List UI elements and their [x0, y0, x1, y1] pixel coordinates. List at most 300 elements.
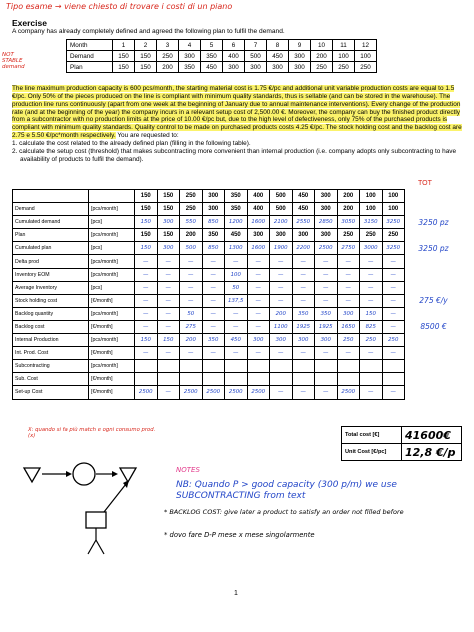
plan-demand-cell: 300 [179, 51, 201, 62]
header-blank-cell [13, 190, 89, 203]
table-cell [225, 334, 248, 347]
table-cell [202, 216, 225, 229]
table-cell [225, 294, 248, 307]
plan-demand-cell: 150 [113, 51, 135, 62]
plan-plan-cell: 450 [201, 62, 223, 73]
table-cell [382, 373, 405, 386]
table-cell [225, 347, 248, 360]
table-cell [202, 347, 225, 360]
row-total-cell [405, 294, 463, 307]
table-cell-value: 150 [140, 232, 151, 239]
table-cell-value: 300 [343, 310, 354, 317]
table-cell [180, 373, 203, 386]
table-cell-value: — [300, 389, 306, 396]
handwritten-tot-label: TOT [418, 180, 432, 187]
row-total-value: 3250 pz [418, 243, 449, 253]
table-cell [180, 334, 203, 347]
table-cell-value: — [143, 350, 149, 357]
header-demand-cell: 400 [247, 190, 270, 203]
plan-plan-cell: 250 [311, 62, 333, 73]
table-cell-value: 825 [365, 323, 376, 330]
plan-month-1: 1 [113, 40, 135, 51]
row-total-cell [405, 360, 463, 373]
cost-table-row [13, 242, 463, 255]
table-cell [360, 242, 383, 255]
table-cell-value: 150 [163, 232, 174, 239]
table-cell-value: 3250 [386, 219, 401, 226]
table-cell [157, 373, 180, 386]
table-cell [180, 307, 203, 320]
table-cell [225, 229, 248, 242]
cost-table-header-row [13, 190, 463, 203]
table-cell [202, 373, 225, 386]
table-cell-value: — [233, 310, 239, 317]
table-cell-value: — [165, 323, 171, 330]
statement-highlighted-text: The line maximum production capacity is 600 pcs/month, the starting material cost is 1.75 €/pc and additional unit variable production costs are equal to 1.5 €/pc. Only 50% of the pieces produced on the line is compliant with minimum quality standards, thus is sellable (and can be stored in the warehouse). The production line runs continuously (apart from one week at the beginning of January due to annual maintenance interventions). [12, 85, 455, 108]
table-cell-value: — [390, 310, 396, 317]
table-cell-value: 150 [140, 206, 151, 213]
cost-summary-table [341, 426, 462, 461]
subcontractor-branch-right [96, 540, 104, 554]
table-cell-value: 200 [275, 310, 286, 317]
table-cell [157, 242, 180, 255]
handwritten-x-note: X: quando si fa più match e ogni consumo prod. (x) [28, 427, 156, 440]
table-cell [315, 229, 338, 242]
table-cell-value: 500 [275, 206, 286, 213]
table-cell-value: — [210, 323, 216, 330]
table-cell [202, 360, 225, 373]
table-cell-value: — [165, 297, 171, 304]
table-cell [270, 203, 293, 216]
plan-plan-cell: 300 [267, 62, 289, 73]
unit-cost-label: Unit Cost [€/pc] [342, 444, 402, 461]
table-cell-value: — [143, 323, 149, 330]
plan-month-8: 8 [267, 40, 289, 51]
header-demand-cell: 300 [315, 190, 338, 203]
row-total-cell [405, 386, 463, 399]
table-cell [360, 360, 383, 373]
table-cell [135, 216, 158, 229]
handwritten-nb-note: NB: Quando P > good capacity (300 p/m) we use SUBCONTRACTING from text [176, 480, 397, 501]
table-cell [180, 203, 203, 216]
table-cell-value: 300 [253, 232, 264, 239]
table-cell [360, 386, 383, 399]
plan-plan-cell: 300 [245, 62, 267, 73]
table-cell-value: — [323, 389, 329, 396]
header-demand-cell: 100 [360, 190, 383, 203]
table-cell [270, 268, 293, 281]
table-cell [135, 360, 158, 373]
table-cell [315, 307, 338, 320]
table-cell [202, 229, 225, 242]
plan-demand-cell: 350 [201, 51, 223, 62]
table-cell-value: — [278, 389, 284, 396]
table-cell-value: 300 [320, 232, 331, 239]
table-cell [247, 347, 270, 360]
table-cell-value: — [165, 310, 171, 317]
plan-month-7: 7 [245, 40, 267, 51]
plan-month-12: 12 [355, 40, 377, 51]
table-cell [247, 334, 270, 347]
table-cell-value: 275 [185, 323, 196, 330]
table-cell-value: — [323, 350, 329, 357]
table-cell [247, 255, 270, 268]
table-cell-value: — [143, 258, 149, 265]
table-cell [292, 255, 315, 268]
table-cell [157, 229, 180, 242]
row-label: Sub. Cost [13, 373, 89, 386]
table-cell-value: 200 [185, 232, 196, 239]
row-unit: [€/month] [89, 294, 135, 307]
table-cell-value: — [255, 258, 261, 265]
table-cell [135, 268, 158, 281]
plan-demand-cell: 400 [223, 51, 245, 62]
table-cell [202, 294, 225, 307]
table-cell-value: 2100 [273, 219, 288, 226]
table-cell-value: — [390, 258, 396, 265]
table-cell-value: — [390, 271, 396, 278]
table-cell-value: — [368, 297, 374, 304]
cost-table-row [13, 386, 463, 399]
row-total-cell [405, 203, 463, 216]
table-cell-value: — [165, 389, 171, 396]
table-cell [337, 320, 360, 333]
inventory-triangle-right [120, 468, 136, 482]
table-cell-value: — [210, 271, 216, 278]
table-cell-value: 250 [365, 337, 376, 344]
table-cell-value: 300 [320, 206, 331, 213]
table-cell [292, 229, 315, 242]
table-cell-value: 1300 [228, 245, 243, 252]
table-cell-value: — [323, 271, 329, 278]
table-cell-value: 350 [230, 206, 241, 213]
table-cell-value: — [345, 258, 351, 265]
cost-table-row [13, 334, 463, 347]
table-cell [292, 242, 315, 255]
table-cell-value: — [278, 284, 284, 291]
plan-month-4: 4 [179, 40, 201, 51]
table-cell-value: 350 [320, 310, 331, 317]
table-cell [247, 307, 270, 320]
table-cell [292, 360, 315, 373]
table-cell-value: 300 [275, 337, 286, 344]
table-cell-value: 300 [208, 206, 219, 213]
table-cell [382, 360, 405, 373]
row-label: Cumulated plan [13, 242, 89, 255]
table-cell-value: 2500 [341, 389, 356, 396]
table-cell-value: — [300, 350, 306, 357]
table-cell [157, 386, 180, 399]
header-demand-cell: 100 [382, 190, 405, 203]
table-cell [135, 294, 158, 307]
plan-demand-cell: 450 [267, 51, 289, 62]
table-cell [135, 255, 158, 268]
table-cell [157, 334, 180, 347]
row-unit: [pcs/month] [89, 203, 135, 216]
plan-demand-cell: 500 [245, 51, 267, 62]
table-cell [337, 307, 360, 320]
table-cell [382, 255, 405, 268]
table-cell-value: — [323, 297, 329, 304]
table-cell [270, 347, 293, 360]
plan-month-6: 6 [223, 40, 245, 51]
table-cell-value: — [255, 350, 261, 357]
table-cell-value: 1925 [318, 323, 333, 330]
cost-table-row [13, 307, 463, 320]
row-total-cell [405, 347, 463, 360]
table-cell-value: 2550 [296, 219, 311, 226]
table-cell [360, 255, 383, 268]
plan-month-5: 5 [201, 40, 223, 51]
table-cell-value: 300 [320, 337, 331, 344]
table-cell [180, 360, 203, 373]
table-cell [247, 229, 270, 242]
table-cell [225, 320, 248, 333]
table-cell [382, 216, 405, 229]
plan-plan-cell: 300 [289, 62, 311, 73]
table-cell [315, 216, 338, 229]
table-cell-value: 850 [208, 245, 219, 252]
table-cell-value: — [188, 297, 194, 304]
table-cell [382, 294, 405, 307]
cost-table-row [13, 347, 463, 360]
row-total-cell [405, 373, 463, 386]
table-cell-value: — [165, 350, 171, 357]
table-cell-value: 1600 [251, 219, 266, 226]
plan-month-10: 10 [311, 40, 333, 51]
plan-month-3: 3 [157, 40, 179, 51]
table-cell-value: — [255, 271, 261, 278]
table-cell [157, 268, 180, 281]
row-unit: [pcs] [89, 216, 135, 229]
cost-table [12, 189, 463, 400]
handwritten-top-note: Tipo esame → viene chiesto di trovare i costi di un piano [6, 2, 233, 11]
row-unit: [pcs/month] [89, 307, 135, 320]
table-cell [270, 255, 293, 268]
table-cell [315, 294, 338, 307]
table-cell-value: 250 [185, 206, 196, 213]
table-cell [292, 347, 315, 360]
row-label: Plan [13, 229, 89, 242]
table-cell [157, 216, 180, 229]
table-cell-value: 1600 [251, 245, 266, 252]
table-cell-value: — [210, 258, 216, 265]
table-cell-value: 2200 [296, 245, 311, 252]
question-2: 2. calculate the setup cost (threshold) that makes subcontracting more convenient than internal production (i.e. company adopts only subcontracting to have availability of products to fulfil the demand). [12, 147, 457, 163]
table-cell-value: — [368, 258, 374, 265]
row-total-value: 8500 € [420, 322, 447, 332]
table-cell-value: — [255, 323, 261, 330]
table-cell-value: — [165, 284, 171, 291]
table-cell-value: 300 [253, 337, 264, 344]
table-cell [360, 203, 383, 216]
table-cell [225, 216, 248, 229]
table-cell [360, 373, 383, 386]
table-cell [360, 268, 383, 281]
table-cell [270, 229, 293, 242]
table-cell-value: — [323, 258, 329, 265]
table-cell [225, 386, 248, 399]
handwritten-notes-title: NOTES [176, 466, 200, 474]
table-cell-value: 350 [208, 337, 219, 344]
row-total-value: 3250 pz [418, 217, 449, 227]
table-cell [225, 360, 248, 373]
table-cell-value: 150 [140, 219, 151, 226]
table-cell [157, 281, 180, 294]
table-cell-value: 550 [185, 219, 196, 226]
table-cell-value: 2500 [228, 389, 243, 396]
table-cell [247, 268, 270, 281]
table-cell-value: — [210, 350, 216, 357]
table-cell-value: — [368, 271, 374, 278]
table-cell-value: 250 [388, 337, 399, 344]
table-cell-value: — [255, 297, 261, 304]
table-cell [337, 242, 360, 255]
table-cell-value: 350 [208, 232, 219, 239]
table-cell-value: — [233, 258, 239, 265]
table-cell [180, 268, 203, 281]
header-demand-cell: 300 [202, 190, 225, 203]
table-cell [225, 242, 248, 255]
plan-plan-cell: 350 [179, 62, 201, 73]
table-cell [292, 373, 315, 386]
statement-highlighted-text-2: Every change of the production rate (and at the beginning of the year) the company incurs in a relevant setup cost of 2,500.00 €. Moreover, the company can buy the finished product directly from a subcontractor with no production limits at the price of 10.00 €/pc but, due to the high level of defectiveness, only 75% of the purchased products is compliant with minimum quality standards. Quality control to be made on purchased products costs 4.25 €/pc. The stock holding cost and the backlog cost are 2.75 e 5.50 €/pc*month respectively. [12, 100, 462, 140]
row-label: Subcontracting [13, 360, 89, 373]
table-cell-value: — [165, 271, 171, 278]
inventory-triangle-left [24, 468, 40, 482]
row-label: Average Inventory [13, 281, 89, 294]
table-cell-value: — [188, 350, 194, 357]
subcontractor-box [86, 512, 106, 528]
plan-demand-cell: 200 [311, 51, 333, 62]
cost-table-row [13, 203, 463, 216]
plan-plan-cell: 150 [135, 62, 157, 73]
table-cell [157, 294, 180, 307]
table-cell [360, 334, 383, 347]
table-cell [382, 307, 405, 320]
table-cell-value: — [390, 297, 396, 304]
table-cell [135, 373, 158, 386]
table-cell [157, 307, 180, 320]
subcontractor-branch-left [88, 540, 96, 554]
table-cell-value: — [188, 258, 194, 265]
table-cell-value: 250 [343, 232, 354, 239]
table-cell [180, 281, 203, 294]
plan-plan-cell: 150 [113, 62, 135, 73]
plan-demand-cell: 100 [355, 51, 377, 62]
row-unit: [pcs/month] [89, 334, 135, 347]
table-cell [382, 320, 405, 333]
table-cell [360, 307, 383, 320]
cost-table-row [13, 320, 463, 333]
table-cell-value: 2750 [341, 245, 356, 252]
table-cell-value: 200 [185, 337, 196, 344]
row-total-cell [405, 255, 463, 268]
table-cell-value: 150 [140, 245, 151, 252]
table-cell [337, 281, 360, 294]
table-cell [247, 360, 270, 373]
table-cell [135, 320, 158, 333]
table-cell [247, 294, 270, 307]
table-cell [180, 386, 203, 399]
row-unit: [pcs/month] [89, 268, 135, 281]
intro-text: A company has already completely defined and agreed the following plan to fulfil the demand. [12, 28, 285, 35]
table-cell [337, 386, 360, 399]
table-cell [135, 281, 158, 294]
row-label: Cumulated demand [13, 216, 89, 229]
row-unit: [pcs/month] [89, 360, 135, 373]
table-cell [337, 360, 360, 373]
table-cell [360, 281, 383, 294]
table-cell-value: 3250 [386, 245, 401, 252]
table-cell [315, 334, 338, 347]
table-cell [315, 281, 338, 294]
table-cell [315, 268, 338, 281]
row-unit: [€/month] [89, 386, 135, 399]
plan-demand-cell: 150 [135, 51, 157, 62]
header-demand-cell: 500 [270, 190, 293, 203]
plan-plan-label: Plan [67, 62, 113, 73]
table-cell-value: 500 [185, 245, 196, 252]
plan-plan-cell: 250 [355, 62, 377, 73]
plan-header-row [67, 40, 377, 51]
table-cell-value: 2500 [318, 245, 333, 252]
row-unit: [€/month] [89, 373, 135, 386]
table-cell [270, 216, 293, 229]
table-cell [157, 347, 180, 360]
table-cell [247, 242, 270, 255]
row-label: Int. Prod. Cost [13, 347, 89, 360]
table-cell-value: — [300, 284, 306, 291]
table-cell [382, 386, 405, 399]
row-label: Set-up Cost [13, 386, 89, 399]
table-cell [315, 386, 338, 399]
cost-table-row [13, 268, 463, 281]
table-cell [360, 216, 383, 229]
table-cell-value: — [368, 389, 374, 396]
table-cell-value: — [255, 310, 261, 317]
plan-demand-cell: 100 [333, 51, 355, 62]
table-cell [202, 255, 225, 268]
table-cell [247, 203, 270, 216]
table-cell [180, 216, 203, 229]
plan-table [66, 39, 377, 73]
table-cell-value: 150 [365, 310, 376, 317]
unit-cost-row [342, 444, 462, 461]
table-cell [202, 307, 225, 320]
table-cell-value: 50 [232, 284, 240, 291]
handwritten-not-stable-note: NOT STABLE demand [2, 52, 25, 70]
table-cell [292, 216, 315, 229]
table-cell-value: — [300, 271, 306, 278]
row-unit: [pcs/month] [89, 255, 135, 268]
cost-table-row [13, 294, 463, 307]
production-flow-sketch [22, 458, 162, 568]
table-cell-value: 100 [388, 206, 399, 213]
row-unit: [pcs] [89, 281, 135, 294]
row-label: Stock holding cost [13, 294, 89, 307]
table-cell-value: 250 [343, 337, 354, 344]
table-cell [135, 203, 158, 216]
plan-plan-row [67, 62, 377, 73]
row-label: Demand [13, 203, 89, 216]
table-cell-value: — [390, 389, 396, 396]
header-demand-cell: 450 [292, 190, 315, 203]
table-cell-value: 450 [298, 206, 309, 213]
table-cell-value: — [188, 271, 194, 278]
exercise-title: Exercise [12, 18, 47, 28]
table-cell [270, 334, 293, 347]
